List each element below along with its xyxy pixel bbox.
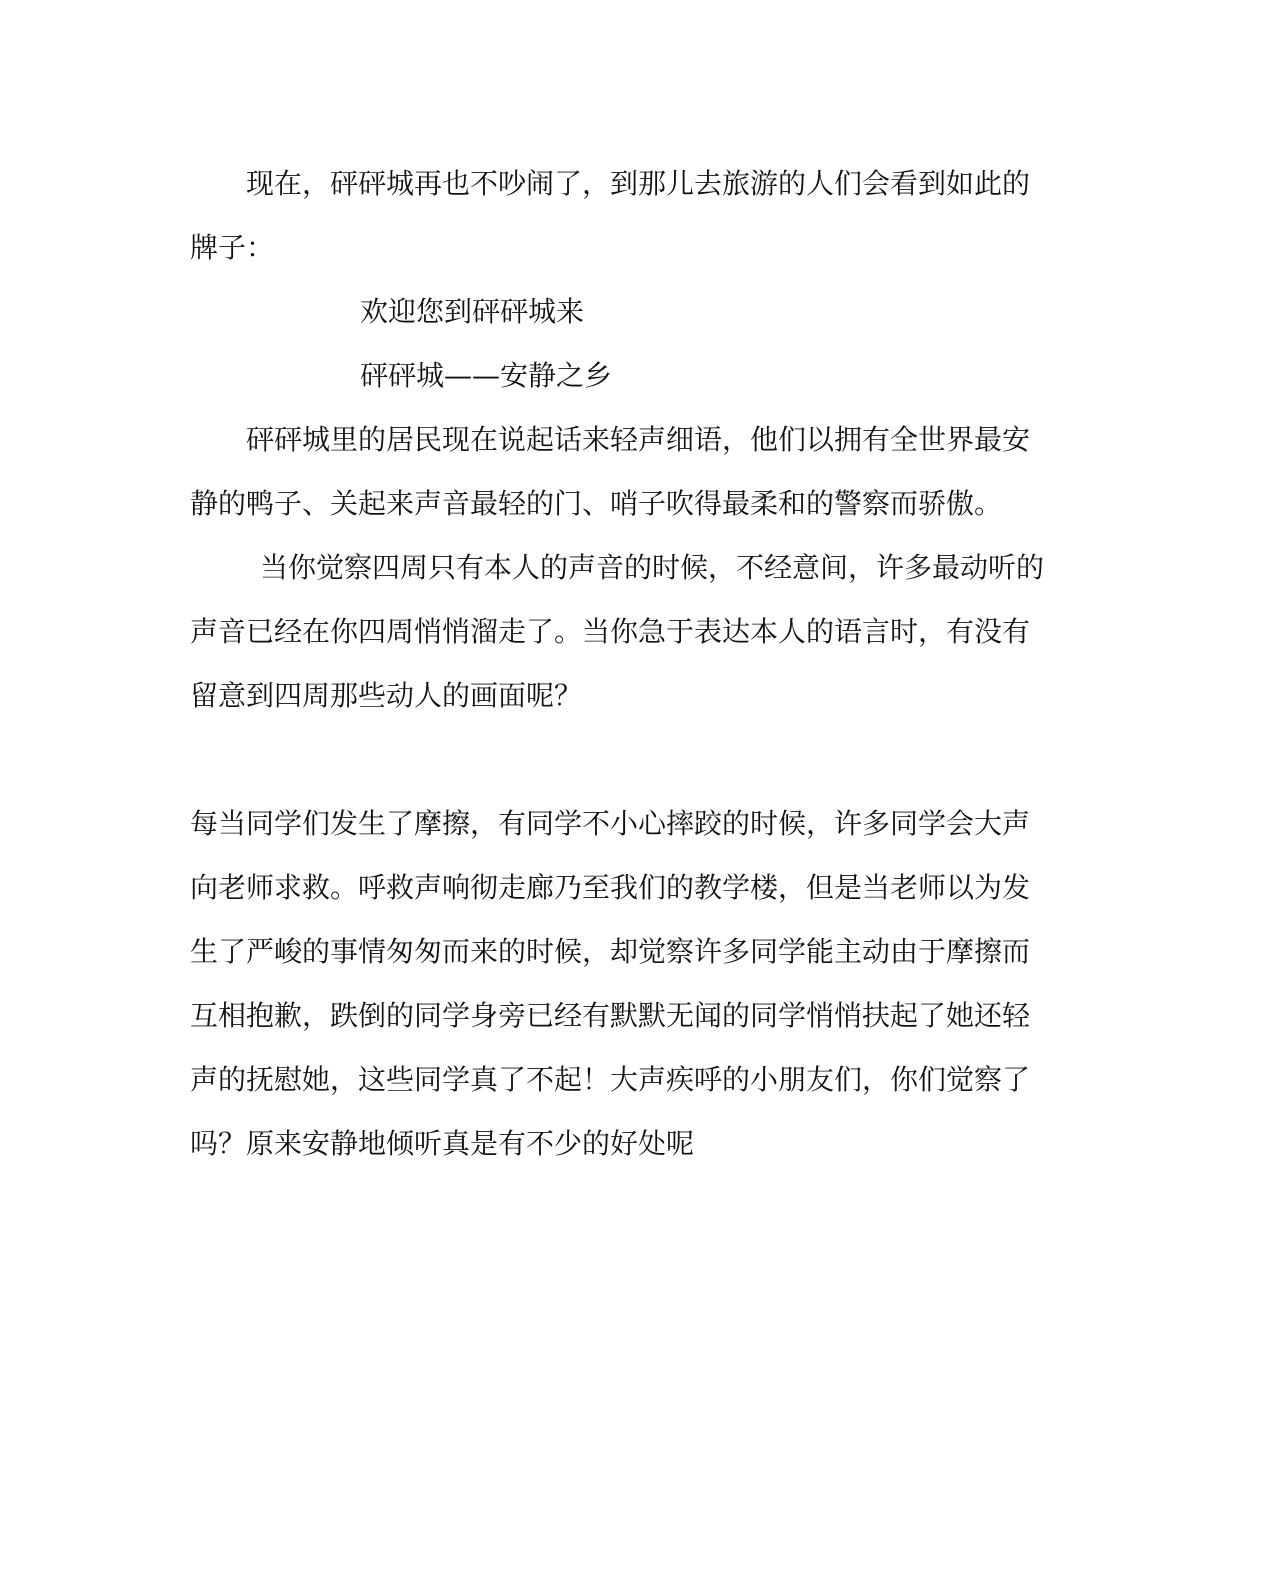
- sign-line: 欢迎您到砰砰城来: [360, 295, 585, 328]
- text-line: 静的鸭子、关起来声音最轻的门、哨子吹得最柔和的警察而骄傲。: [190, 487, 1003, 520]
- text-line: 向老师求救。呼救声响彻走廊乃至我们的教学楼，但是当老师以为发: [190, 871, 1031, 904]
- text-line: 声音已经在你四周悄悄溜走了。当你急于表达本人的语言时，有没有: [190, 615, 1031, 648]
- text-line: 砰砰城里的居民现在说起话来轻声细语，他们以拥有全世界最安: [246, 423, 1031, 456]
- sign-line: 砰砰城——安静之乡: [360, 359, 613, 392]
- text-line: 生了严峻的事情匆匆而来的时候，却觉察许多同学能主动由于摩擦而: [190, 935, 1031, 968]
- text-line: 吗？原来安静地倾听真是有不少的好处呢: [190, 1127, 695, 1160]
- text-line: 当你觉察四周只有本人的声音的时候，不经意间，许多最动听的: [260, 551, 1045, 584]
- text-line: 现在，砰砰城再也不吵闹了，到那儿去旅游的人们会看到如此的: [246, 167, 1031, 200]
- text-line: 牌子：: [190, 231, 275, 264]
- text-line: 每当同学们发生了摩擦，有同学不小心摔跤的时候，许多同学会大声: [190, 807, 1031, 840]
- text-line: 留意到四周那些动人的画面呢？: [190, 679, 583, 712]
- text-line: 声的抚慰她，这些同学真了不起！大声疾呼的小朋友们，你们觉察了: [190, 1063, 1031, 1096]
- text-line: 互相抱歉，跌倒的同学身旁已经有默默无闻的同学悄悄扶起了她还轻: [190, 999, 1031, 1032]
